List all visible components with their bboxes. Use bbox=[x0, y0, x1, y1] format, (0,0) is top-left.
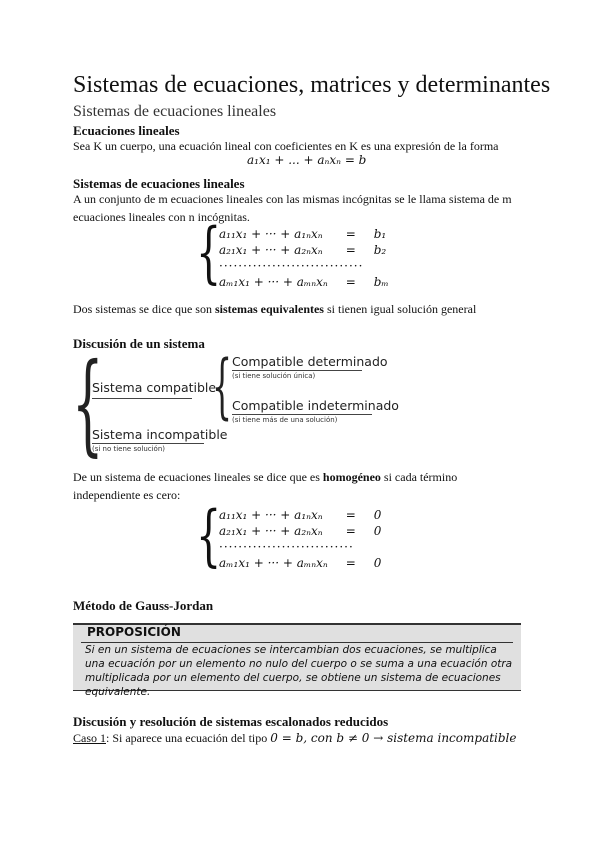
linear-equation-formula: a₁x₁ + ... + aₙxₙ = b bbox=[247, 153, 367, 167]
equation-rhs: b₁ bbox=[373, 227, 387, 241]
equals-sign: = bbox=[345, 524, 356, 538]
equals-sign: = bbox=[345, 275, 356, 289]
paragraph-system-definition: A un conjunto de m ecuaciones lineales con las mismas incógnitas se le llama sistema de m ecuaciones lineales con n incógnitas. bbox=[73, 192, 512, 224]
equation-lhs: aₘ₁x₁ + ··· + aₘₙxₙ bbox=[219, 556, 328, 570]
case-math: 0 = b, con b ≠ 0 → sistema incompatible bbox=[270, 731, 517, 745]
homogeneous-system bbox=[215, 507, 385, 571]
proposition-box bbox=[73, 623, 521, 698]
paragraph-homogeneo bbox=[73, 468, 523, 504]
system-row bbox=[215, 555, 385, 571]
equals-sign: = bbox=[345, 243, 356, 257]
system-row bbox=[215, 226, 393, 242]
heading-sistemas: Sistemas de ecuaciones lineales bbox=[73, 176, 245, 191]
page-title: Sistemas de ecuaciones, matrices y determinantes bbox=[73, 72, 551, 98]
proposition-title: PROPOSICIÓN bbox=[87, 625, 181, 639]
case-label: Caso 1 bbox=[73, 731, 106, 745]
equation-lhs: a₂₁x₁ + ··· + a₂ₙxₙ bbox=[219, 243, 323, 257]
equation-lhs: a₁₁x₁ + ··· + a₁ₙxₙ bbox=[219, 227, 323, 241]
equation-rhs: bₘ bbox=[373, 275, 389, 289]
heading-ecuaciones-lineales: Ecuaciones lineales bbox=[73, 123, 180, 138]
left-brace-icon: { bbox=[196, 497, 222, 574]
system-row bbox=[215, 523, 385, 539]
note-incompatible: (si no tiene solución) bbox=[92, 445, 166, 453]
paragraph-equivalent bbox=[73, 300, 476, 318]
divider-incompatible bbox=[92, 443, 204, 444]
system-row bbox=[215, 242, 393, 258]
left-brace-icon: { bbox=[196, 214, 222, 291]
heading-discusion: Discusión de un sistema bbox=[73, 336, 205, 351]
system-row bbox=[215, 539, 385, 555]
inner-brace-icon: { bbox=[212, 345, 233, 427]
equals-sign: = bbox=[345, 227, 356, 241]
paragraph-definition: Sea K un cuerpo, una ecuación lineal con coeficientes en K es una expresión de la forma bbox=[73, 139, 499, 153]
equals-sign: = bbox=[345, 508, 356, 522]
equation-rhs: 0 bbox=[373, 508, 382, 522]
equation-lhs: a₂₁x₁ + ··· + a₂ₙxₙ bbox=[219, 524, 323, 538]
equation-rhs: 0 bbox=[373, 524, 382, 538]
equation-rhs: b₂ bbox=[373, 243, 387, 257]
case-text: : Si aparece una ecuación del tipo bbox=[106, 731, 271, 745]
equation-lhs: aₘ₁x₁ + ··· + aₘₙxₙ bbox=[219, 275, 328, 289]
divider-indeterminado bbox=[232, 414, 372, 415]
proposition-text: Si en un sistema de ecuaciones se intercambian dos ecuaciones, se multiplica una ecuación por un elemento no nulo del cuerpo o se suma a una ecuación otra multiplicada por un elemento del cuerpo, se obtiene un sistema de ecuaciones equivalente. bbox=[85, 644, 513, 698]
label-compatible-determinado: Compatible determinado bbox=[232, 354, 388, 369]
label-sistema-compatible: Sistema compatible bbox=[92, 380, 217, 395]
equation-lhs: a₁₁x₁ + ··· + a₁ₙxₙ bbox=[219, 508, 323, 522]
divider-compatible bbox=[92, 398, 192, 399]
outer-brace-icon: { bbox=[72, 339, 104, 467]
equals-sign: = bbox=[345, 556, 356, 570]
equiv-pre: Dos sistemas se dice que son bbox=[73, 302, 215, 316]
system-row bbox=[215, 258, 393, 274]
heading-gauss-jordan: Método de Gauss-Jordan bbox=[73, 598, 214, 613]
equiv-post: si tienen igual solución general bbox=[323, 302, 477, 316]
divider-determinado bbox=[232, 370, 362, 371]
label-sistema-incompatible: Sistema incompatible bbox=[92, 427, 228, 442]
homog-post: si cada término independiente es cero: bbox=[73, 470, 458, 502]
label-compatible-indeterminado: Compatible indeterminado bbox=[232, 398, 399, 413]
ellipsis-row: ···························· bbox=[219, 540, 354, 554]
heading-escalonados: Discusión y resolución de sistemas escalonados reducidos bbox=[73, 714, 389, 729]
section-title: Sistemas de ecuaciones lineales bbox=[73, 103, 277, 120]
note-indeterminado: (si tiene más de una solución) bbox=[232, 416, 338, 424]
ellipsis-row: ······························ bbox=[219, 259, 364, 273]
equiv-term: sistemas equivalentes bbox=[214, 302, 324, 316]
system-row bbox=[215, 507, 385, 523]
homog-pre: De un sistema de ecuaciones lineales se dice que es bbox=[73, 470, 323, 484]
paragraph-caso-1 bbox=[73, 729, 517, 747]
system-of-equations bbox=[215, 226, 393, 290]
system-row bbox=[215, 274, 393, 290]
equation-rhs: 0 bbox=[373, 556, 382, 570]
note-determinado: (si tiene solución única) bbox=[232, 372, 316, 380]
homog-term: homogéneo bbox=[322, 470, 381, 484]
